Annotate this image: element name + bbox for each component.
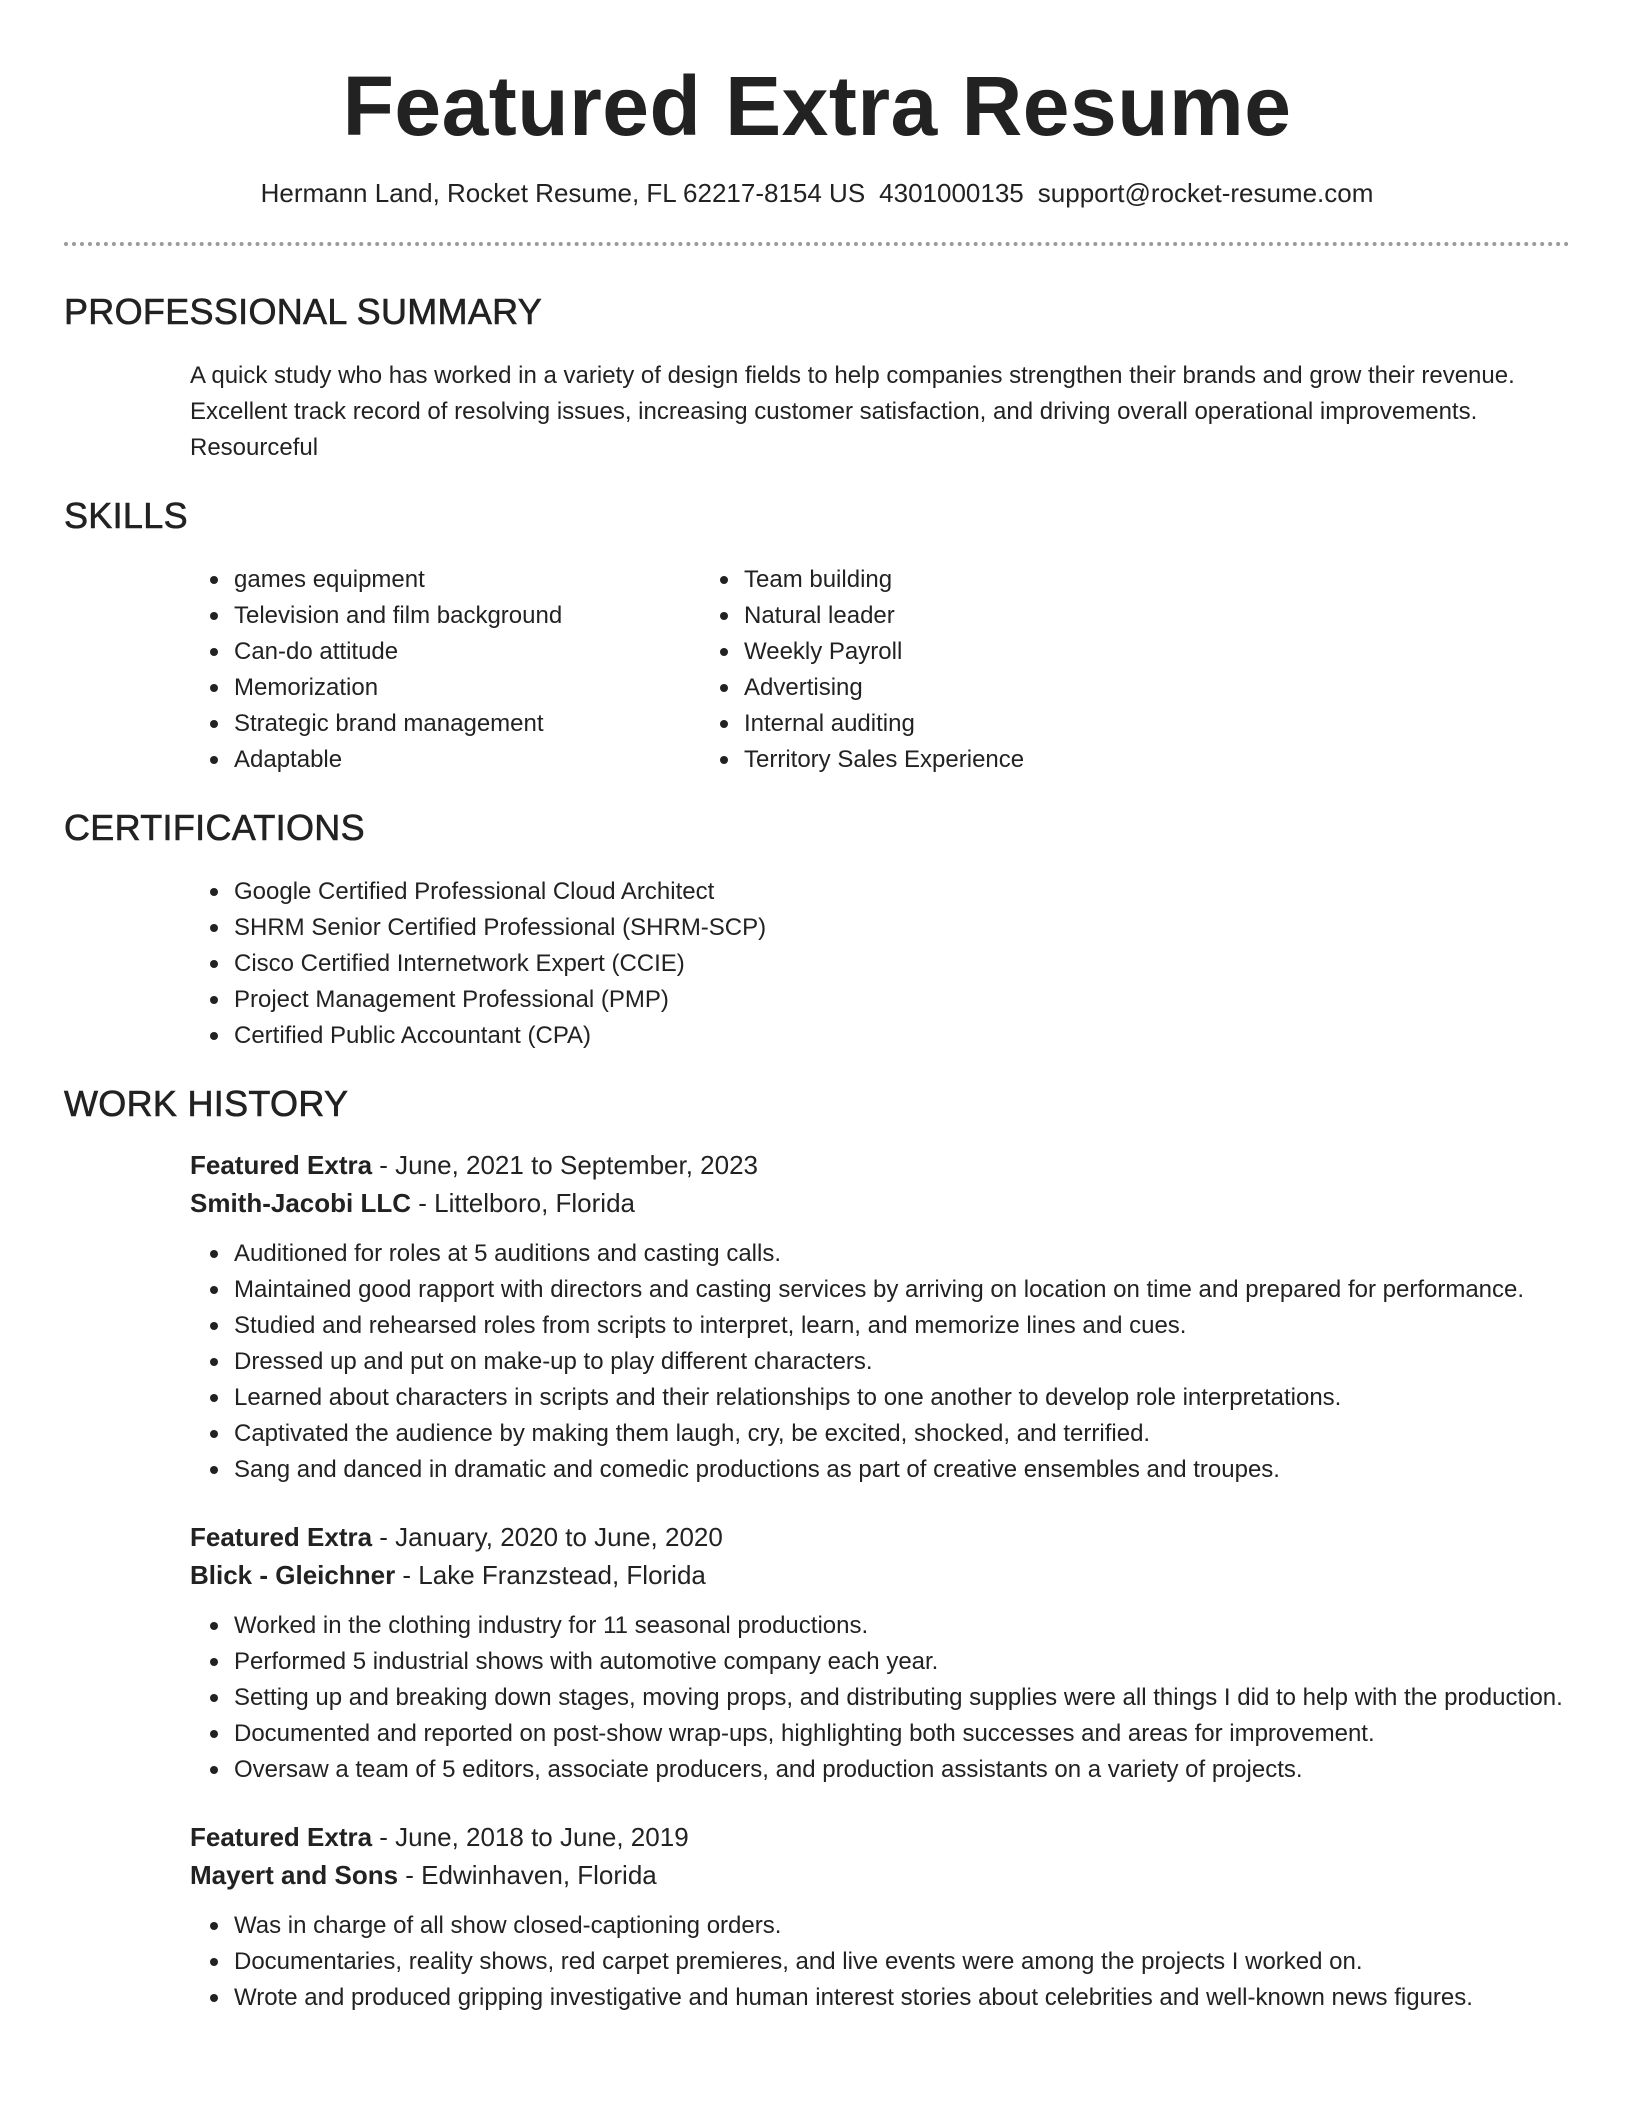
job-entry (64, 1818, 1570, 2016)
job-bullet: Maintained good rapport with directors and casting services by arriving on location on time and prepared for performance. (234, 1272, 1570, 1308)
skill-item: Team building (744, 562, 1264, 598)
job-location: - Littelboro, Florida (411, 1188, 635, 1218)
job-company: Smith-Jacobi LLC (190, 1188, 412, 1218)
contact-line (64, 176, 1570, 210)
job-title: Featured Extra (190, 1522, 373, 1552)
job-company-line (190, 1184, 1570, 1222)
summary-section (64, 290, 1570, 466)
skill-item: Television and film background (234, 598, 744, 634)
job-company: Blick - Gleichner (190, 1560, 396, 1590)
skill-item: Internal auditing (744, 706, 1264, 742)
skill-item: games equipment (234, 562, 744, 598)
resume-title: Featured Extra Resume (342, 59, 1292, 153)
certification-item: Google Certified Professional Cloud Architect (234, 874, 1570, 910)
job-title: Featured Extra (190, 1822, 373, 1852)
job-entry (64, 1146, 1570, 1488)
certifications-heading: CERTIFICATIONS (64, 807, 365, 848)
skills-columns (64, 562, 1570, 778)
job-bullet: Was in charge of all show closed-captioning orders. (234, 1908, 1570, 1944)
work-history-section (64, 1082, 1570, 2016)
skills-heading: SKILLS (64, 495, 188, 536)
skill-item: Natural leader (744, 598, 1264, 634)
skill-item: Memorization (234, 670, 744, 706)
job-bullet: Studied and rehearsed roles from scripts to interpret, learn, and memorize lines and cues. (234, 1308, 1570, 1344)
certification-item: Cisco Certified Internetwork Expert (CCIE) (234, 946, 1570, 982)
job-bullet: Setting up and breaking down stages, moving props, and distributing supplies were all things I did to help with the production. (234, 1680, 1570, 1716)
work-history-heading: WORK HISTORY (64, 1083, 349, 1124)
job-title-line (190, 1518, 1570, 1556)
job-bullet: Performed 5 industrial shows with automotive company each year. (234, 1644, 1570, 1680)
skill-item: Territory Sales Experience (744, 742, 1264, 778)
skills-section (64, 494, 1570, 778)
contact-email: support@rocket-resume.com (1037, 178, 1374, 208)
job-bullet: Auditioned for roles at 5 auditions and casting calls. (234, 1236, 1570, 1272)
job-bullet-list (64, 1908, 1570, 2016)
job-bullet: Sang and danced in dramatic and comedic productions as part of creative ensembles and troupes. (234, 1452, 1570, 1488)
job-dates: - January, 2020 to June, 2020 (372, 1522, 723, 1552)
job-dates: - June, 2018 to June, 2019 (372, 1822, 689, 1852)
contact-address: Hermann Land, Rocket Resume, FL 62217-8154 US (260, 178, 866, 208)
job-company-line (190, 1856, 1570, 1894)
skill-item: Can-do attitude (234, 634, 744, 670)
header-divider (64, 242, 1570, 246)
certification-item: Project Management Professional (PMP) (234, 982, 1570, 1018)
job-entry (64, 1518, 1570, 1788)
job-bullet: Wrote and produced gripping investigative and human interest stories about celebrities and well-known news figures. (234, 1980, 1570, 2016)
summary-heading: PROFESSIONAL SUMMARY (64, 291, 543, 332)
job-company-line (190, 1556, 1570, 1594)
job-bullet-list (64, 1236, 1570, 1488)
job-location: - Lake Franzstead, Florida (395, 1560, 706, 1590)
job-bullet: Documentaries, reality shows, red carpet premieres, and live events were among the projects I worked on. (234, 1944, 1570, 1980)
certifications-section (64, 806, 1570, 1054)
resume-page (64, 0, 1570, 2016)
job-bullet: Captivated the audience by making them laugh, cry, be excited, shocked, and terrified. (234, 1416, 1570, 1452)
job-dates: - June, 2021 to September, 2023 (372, 1150, 759, 1180)
job-company: Mayert and Sons (190, 1860, 399, 1890)
job-bullet: Worked in the clothing industry for 11 seasonal productions. (234, 1608, 1570, 1644)
job-title: Featured Extra (190, 1150, 373, 1180)
skills-list-left (64, 562, 744, 778)
job-bullet: Documented and reported on post-show wrap-ups, highlighting both successes and areas for improvement. (234, 1716, 1570, 1752)
job-title-line (190, 1146, 1570, 1184)
job-bullet: Dressed up and put on make-up to play different characters. (234, 1344, 1570, 1380)
job-bullet: Oversaw a team of 5 editors, associate producers, and production assistants on a variety of projects. (234, 1752, 1570, 1788)
job-bullet-list (64, 1608, 1570, 1788)
contact-phone: 4301000135 (879, 178, 1024, 208)
job-title-line (190, 1818, 1570, 1856)
skill-item: Advertising (744, 670, 1264, 706)
summary-text: A quick study who has worked in a variety of design fields to help companies strengthen their brands and grow their revenue. Excellent track record of resolving issues, increasing customer satisfaction, and driving overall operational improvements. Resourceful (190, 362, 1515, 461)
skill-item: Weekly Payroll (744, 634, 1264, 670)
job-location: - Edwinhaven, Florida (398, 1860, 657, 1890)
skill-item: Adaptable (234, 742, 744, 778)
job-bullet: Learned about characters in scripts and their relationships to one another to develop role interpretations. (234, 1380, 1570, 1416)
certifications-list (64, 874, 1570, 1054)
certification-item: SHRM Senior Certified Professional (SHRM-SCP) (234, 910, 1570, 946)
skill-item: Strategic brand management (234, 706, 744, 742)
certification-item: Certified Public Accountant (CPA) (234, 1018, 1570, 1054)
